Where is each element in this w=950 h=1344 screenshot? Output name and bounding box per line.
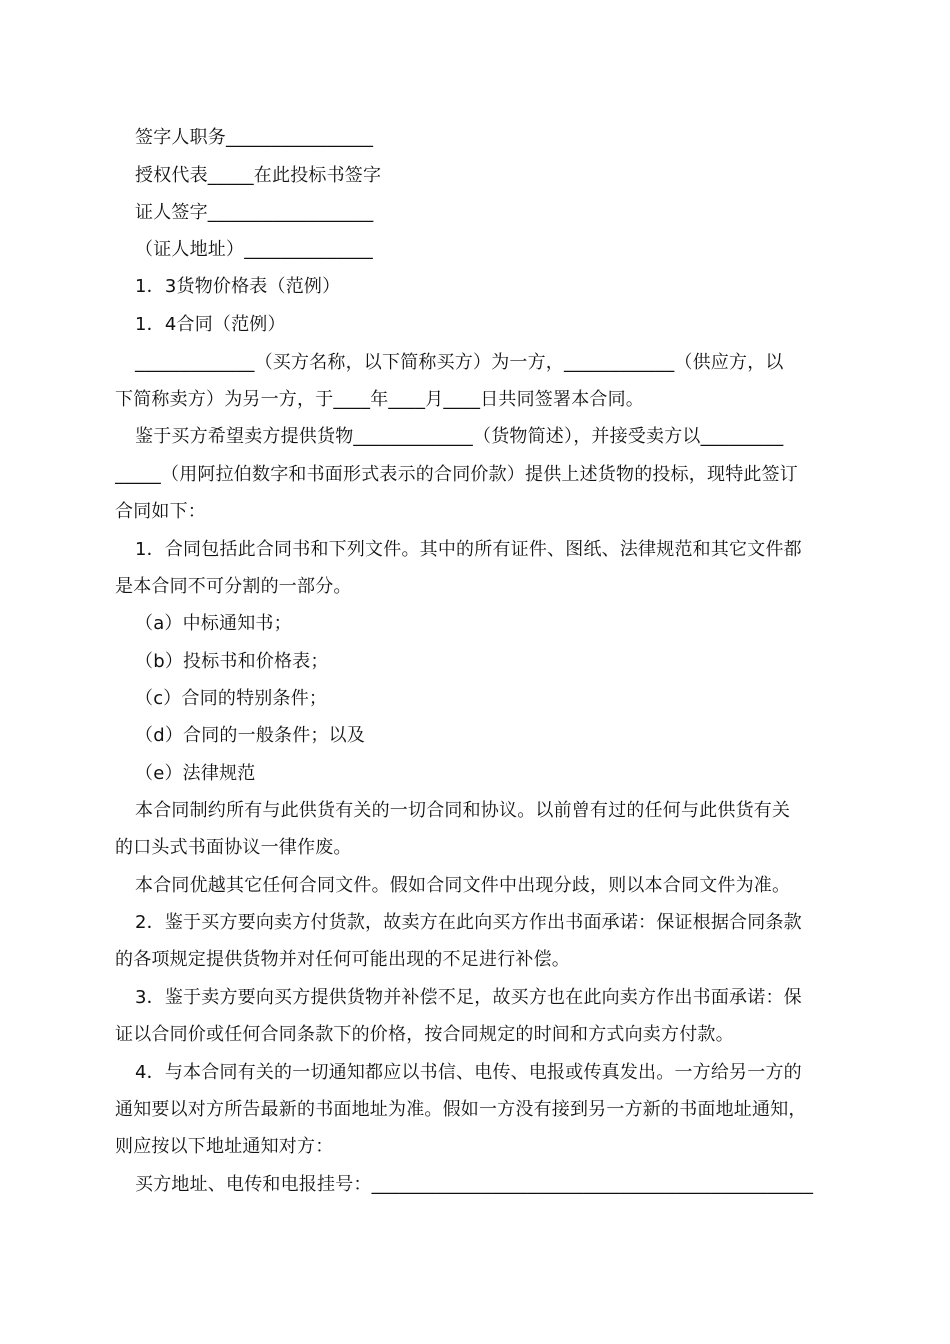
list-item: （e）法律规范	[135, 763, 256, 784]
paragraph-line: 本合同优越其它任何合同文件。假如合同文件中出现分歧，则以本合同文件为准。	[135, 875, 791, 896]
list-item: （c）合同的特别条件；	[135, 688, 328, 709]
authorized-rep-line: 授权代表_____在此投标书签字	[135, 165, 382, 186]
paragraph-line: 本合同制约所有与此供货有关的一切合同和协议。以前曾有过的任何与此供货有关	[135, 800, 791, 821]
buyer-address-line: 买方地址、电传和电报挂号：________________________________________________	[135, 1174, 814, 1195]
paragraph-line: 鉴于买方希望卖方提供货物_____________（货物简述），并接受卖方以_________	[135, 426, 784, 447]
section-heading: 1．3货物价格表（范例）	[135, 276, 341, 297]
paragraph-line: 1．合同包括此合同书和下列文件。其中的所有证件、图纸、法律规范和其它文件都	[135, 539, 802, 560]
paragraph-line: 证以合同价或任何合同条款下的价格，按合同规定的时间和方式向卖方付款。	[115, 1024, 734, 1045]
paragraph-line: 4．与本合同有关的一切通知都应以书信、电传、电报或传真发出。一方给另一方的	[135, 1062, 802, 1083]
paragraph-line: _____（用阿拉伯数字和书面形式表示的合同价款）提供上述货物的投标，现特此签订	[115, 464, 798, 485]
paragraph-line: 下简称卖方）为另一方，于____年____月____日共同签署本合同。	[115, 389, 644, 410]
paragraph-line: 则应按以下地址通知对方：	[115, 1136, 334, 1157]
list-item: （b）投标书和价格表；	[135, 651, 329, 672]
signer-title-line: 签字人职务________________	[135, 127, 374, 148]
section-heading: 1．4合同（范例）	[135, 314, 286, 335]
paragraph-line: 2．鉴于买方要向卖方付货款，故卖方在此向买方作出书面承诺：保证根据合同条款	[135, 912, 802, 933]
witness-signature-line: 证人签字__________________	[135, 202, 374, 223]
paragraph-line: 的口头式书面协议一律作废。	[115, 837, 352, 858]
paragraph-line: 3．鉴于卖方要向买方提供货物并补偿不足，故买方也在此向卖方作出书面承诺：保	[135, 987, 802, 1008]
list-item: （a）中标通知书；	[135, 613, 292, 634]
paragraph-line: 合同如下：	[115, 501, 206, 522]
paragraph-line: 通知要以对方所告最新的书面地址为准。假如一方没有接到另一方新的书面地址通知，	[115, 1099, 807, 1120]
witness-address-line: （证人地址）______________	[135, 239, 373, 260]
paragraph-line: _____________（买方名称，以下简称买方）为一方，____________（供应方，以	[135, 352, 784, 373]
paragraph-line: 的各项规定提供货物并对任何可能出现的不足进行补偿。	[115, 949, 570, 970]
list-item: （d）合同的一般条件；以及	[135, 725, 366, 746]
paragraph-line: 是本合同不可分割的一部分。	[115, 576, 352, 597]
